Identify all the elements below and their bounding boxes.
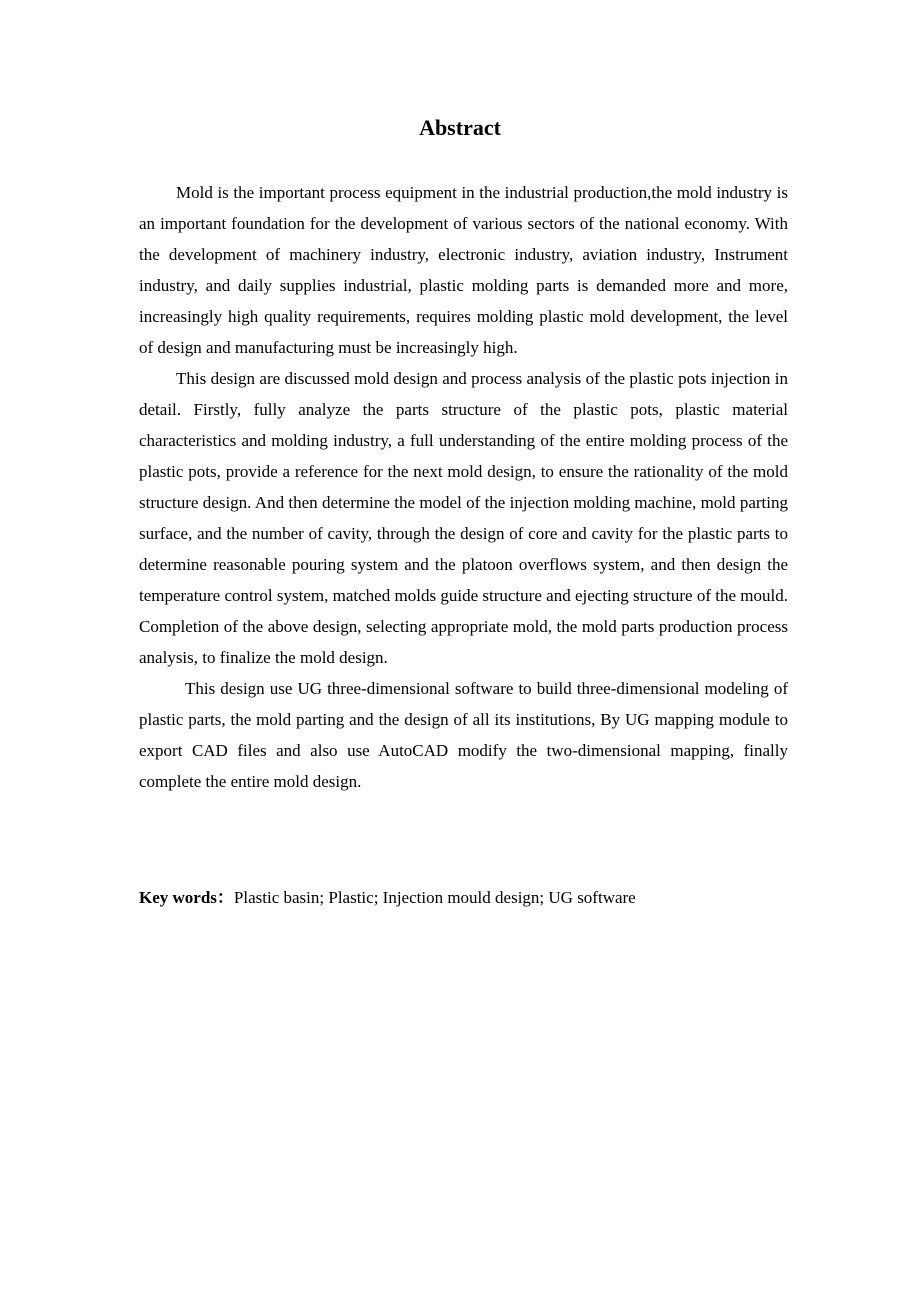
abstract-paragraph-2: This design are discussed mold design and process analysis of the plastic pots injection in detail. Firstly, fully analyze the parts structure of the plastic pots, plastic material characteristics and molding industry, a full understanding of the entire molding process of the plastic pots, provide a reference for the next mold design, to ensure the rationality of the mold structure design. And then determine the model of the injection molding machine, mold parting surface, and the number of cavity, through the design of core and cavity for the plastic parts to determine reasonable pouring system and the platoon overflows system, and then design the temperature control system, matched molds guide structure and ejecting structure of the mould. Completion of the above design, selecting appropriate mold, the mold parts production process analysis, to finalize the mold design.: [139, 369, 788, 667]
keywords-text: Plastic basin; Plastic; Injection mould design; UG software: [233, 888, 636, 907]
abstract-paragraph-3: This design use UG three-dimensional software to build three-dimensional modeling of plastic parts, the mold parting and the design of all its institutions, By UG mapping module to export CAD files and also use AutoCAD modify the two-dimensional mapping, finally complete the entire mold design.: [139, 679, 788, 791]
abstract-body: [139, 177, 788, 797]
abstract-title: Abstract: [419, 115, 501, 140]
abstract-paragraph-1: Mold is the important process equipment in the industrial production,the mold industry is an important foundation for the development of various sectors of the national economy. With the development of machinery industry, electronic industry, aviation industry, Instrument industry, and daily supplies industrial, plastic molding parts is demanded more and more, increasingly high quality requirements, requires molding plastic mold development, the level of design and manufacturing must be increasingly high.: [139, 183, 788, 357]
keywords-label: Key words：: [139, 888, 234, 907]
keywords-line: [139, 882, 788, 913]
